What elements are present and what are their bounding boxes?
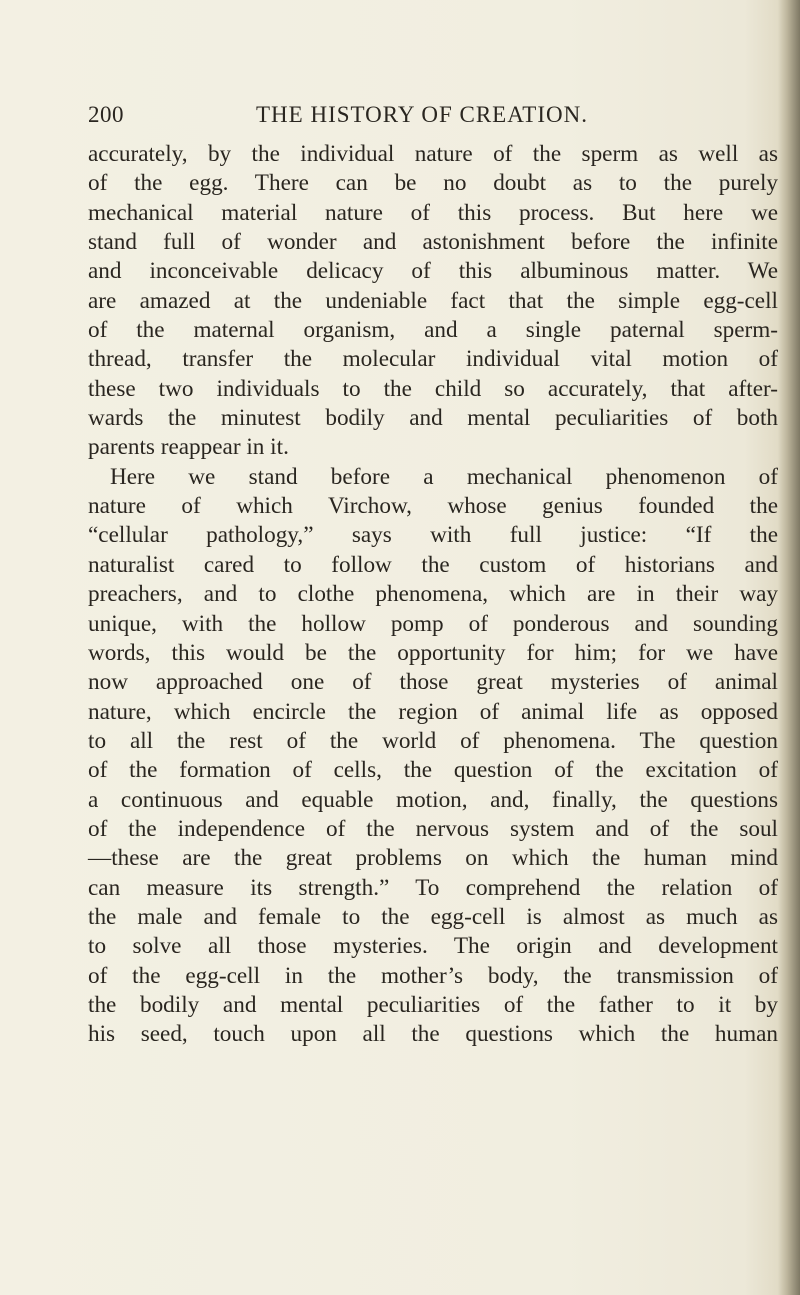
text-line: nature of which Virchow, whose genius founded the: [88, 493, 778, 520]
text-line: wards the minutest bodily and mental peculiarities of both: [88, 405, 778, 432]
text-line: preachers, and to clothe phenomena, which are in their way: [88, 581, 778, 608]
text-line: Here we stand before a mechanical phenomenon of: [110, 463, 778, 490]
page-edge-shadow: [778, 0, 800, 1295]
page-header: [88, 102, 788, 132]
text-line: are amazed at the undeniable fact that the simple egg-cell: [88, 287, 778, 314]
text-line: now approached one of those great mysteries of animal: [88, 669, 778, 696]
text-line: parents reappear in it.: [88, 434, 289, 461]
text-line: mechanical material nature of this process. But here we: [88, 199, 778, 226]
text-line: these two individuals to the child so accurately, that after-: [88, 375, 778, 402]
text-line: can measure its strength.” To comprehend the relation of: [88, 874, 778, 901]
text-line: his seed, touch upon all the questions which the human: [88, 1021, 778, 1048]
text-line: the bodily and mental peculiarities of the father to it by: [88, 991, 778, 1018]
text-line: stand full of wonder and astonishment before the infinite: [88, 229, 778, 256]
text-line: a continuous and equable motion, and, finally, the questions: [88, 786, 778, 813]
text-line: thread, transfer the molecular individual vital motion of: [88, 346, 778, 373]
text-line: “cellular pathology,” says with full justice: “If the: [88, 522, 778, 549]
text-line: to solve all those mysteries. The origin and development: [88, 933, 778, 960]
text-line: and inconceivable delicacy of this albuminous matter. We: [88, 258, 778, 285]
text-line: unique, with the hollow pomp of ponderous and sounding: [88, 610, 778, 637]
text-line: of the formation of cells, the question of the excitation of: [88, 757, 778, 784]
text-line: naturalist cared to follow the custom of historians and: [88, 551, 778, 578]
text-line: the male and female to the egg-cell is almost as much as: [88, 903, 778, 930]
text-line: of the independence of the nervous system and of the soul: [88, 815, 778, 842]
body-text: [88, 140, 778, 1050]
text-line: nature, which encircle the region of animal life as opposed: [88, 698, 778, 725]
text-line: of the egg-cell in the mother’s body, the transmission of: [88, 962, 778, 989]
text-line: of the egg. There can be no doubt as to the purely: [88, 170, 778, 197]
text-line: words, this would be the opportunity for him; for we have: [88, 639, 778, 666]
text-line: accurately, by the individual nature of the sperm as well as: [88, 141, 778, 167]
text-line: to all the rest of the world of phenomena. The question: [88, 727, 778, 754]
running-head: THE HISTORY OF CREATION.: [256, 102, 588, 127]
text-line: —these are the great problems on which the human mind: [88, 845, 778, 872]
text-line: of the maternal organism, and a single paternal sperm-: [88, 317, 778, 344]
page-number: 200: [88, 102, 124, 127]
